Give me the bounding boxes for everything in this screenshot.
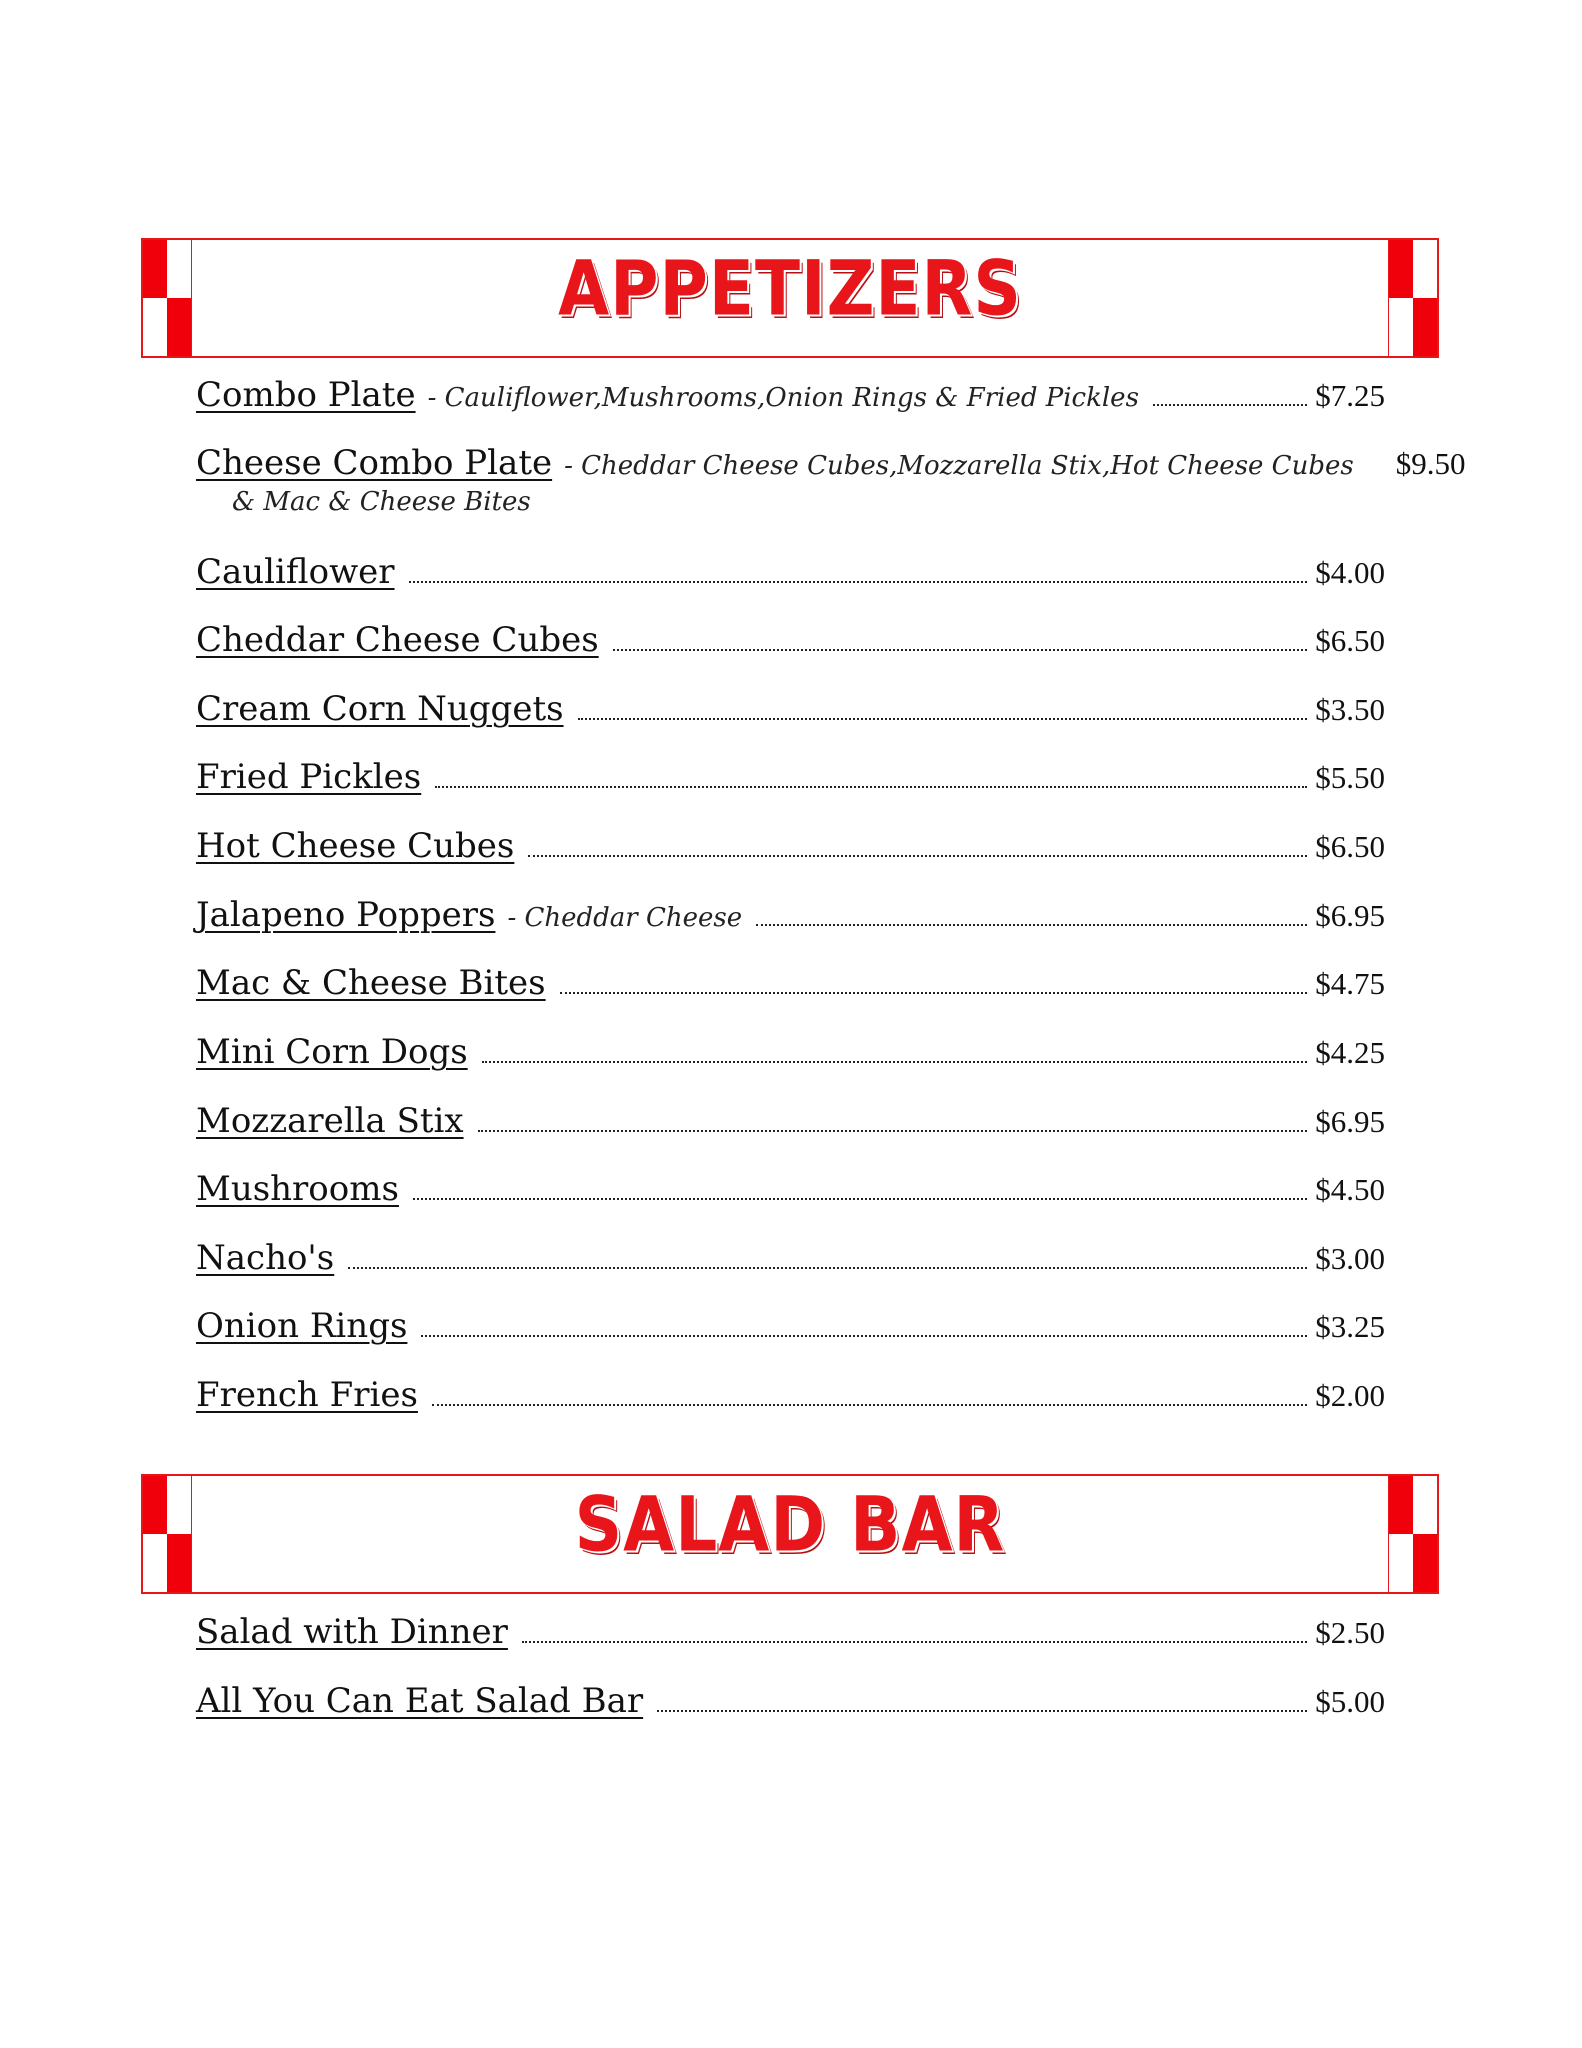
item-name: Mini Corn Dogs bbox=[196, 1032, 468, 1072]
item-description: - Cheddar Cheese Cubes,Mozzarella Stix,Hot Cheese Cubes bbox=[564, 451, 1354, 481]
item-price: $5.50 bbox=[1315, 760, 1385, 795]
item-name: Cheese Combo Plate bbox=[196, 443, 553, 483]
item-price: $3.00 bbox=[1315, 1241, 1385, 1276]
menu-item bbox=[196, 1612, 1385, 1652]
item-name: Hot Cheese Cubes bbox=[196, 826, 515, 866]
menu-item bbox=[196, 963, 1385, 1003]
item-description-continued: & Mac & Cheese Bites bbox=[232, 487, 531, 517]
item-name: French Fries bbox=[196, 1375, 418, 1415]
dot-leader bbox=[432, 1404, 1307, 1406]
menu-item bbox=[196, 1681, 1385, 1721]
dot-leader bbox=[756, 924, 1307, 926]
checker-right-icon bbox=[1388, 240, 1437, 356]
menu-item bbox=[196, 689, 1385, 729]
menu-item bbox=[196, 1101, 1385, 1141]
menu-item bbox=[196, 757, 1385, 797]
dot-leader bbox=[657, 1710, 1307, 1712]
item-price: $3.25 bbox=[1315, 1309, 1385, 1344]
item-name: Combo Plate bbox=[196, 375, 416, 415]
item-price: $6.95 bbox=[1315, 898, 1385, 933]
salad-bar-banner bbox=[141, 1474, 1439, 1594]
menu-item bbox=[196, 895, 1385, 935]
menu-item bbox=[196, 443, 1466, 517]
salad-bar-title: SALAD BAR bbox=[574, 1480, 1006, 1569]
item-price: $7.25 bbox=[1315, 378, 1385, 413]
item-price: $3.50 bbox=[1315, 692, 1385, 727]
item-price: $6.95 bbox=[1315, 1104, 1385, 1139]
item-name: Mozzarella Stix bbox=[196, 1101, 464, 1141]
dot-leader bbox=[578, 718, 1308, 720]
item-price: $2.00 bbox=[1315, 1378, 1385, 1413]
item-price: $4.25 bbox=[1315, 1035, 1385, 1070]
appetizers-banner bbox=[141, 238, 1439, 358]
menu-item bbox=[196, 1032, 1385, 1072]
menu-item bbox=[196, 1375, 1385, 1415]
dot-leader bbox=[560, 992, 1308, 994]
menu-item bbox=[196, 552, 1385, 592]
item-price: $6.50 bbox=[1315, 829, 1385, 864]
item-name: Salad with Dinner bbox=[196, 1612, 508, 1652]
item-name: Mac & Cheese Bites bbox=[196, 963, 546, 1003]
dot-leader bbox=[435, 786, 1307, 788]
dot-leader bbox=[409, 581, 1308, 583]
item-name: All You Can Eat Salad Bar bbox=[196, 1681, 644, 1721]
menu-item bbox=[196, 826, 1385, 866]
item-price: $4.75 bbox=[1315, 966, 1385, 1001]
appetizers-title: APPETIZERS bbox=[558, 244, 1022, 333]
item-name: Cream Corn Nuggets bbox=[196, 689, 564, 729]
item-name: Nacho's bbox=[196, 1238, 335, 1278]
item-name: Onion Rings bbox=[196, 1306, 408, 1346]
menu-item bbox=[196, 1306, 1385, 1346]
dot-leader bbox=[413, 1198, 1307, 1200]
item-description: - Cauliflower,Mushrooms,Onion Rings & Fried Pickles bbox=[427, 383, 1139, 413]
item-price: $6.50 bbox=[1315, 623, 1385, 658]
checker-right-icon bbox=[1388, 1476, 1437, 1592]
item-name: Fried Pickles bbox=[196, 757, 422, 797]
dot-leader bbox=[613, 649, 1308, 651]
menu-item bbox=[196, 1169, 1385, 1209]
item-price: $4.50 bbox=[1315, 1172, 1385, 1207]
item-name: Cauliflower bbox=[196, 552, 395, 592]
dot-leader bbox=[528, 855, 1307, 857]
dot-leader bbox=[478, 1130, 1308, 1132]
dot-leader bbox=[482, 1061, 1308, 1063]
dot-leader bbox=[421, 1335, 1307, 1337]
item-price: $2.50 bbox=[1315, 1615, 1385, 1650]
item-price: $9.50 bbox=[1395, 446, 1466, 481]
item-price: $5.00 bbox=[1315, 1684, 1385, 1719]
menu-item bbox=[196, 1238, 1385, 1278]
item-name: Mushrooms bbox=[196, 1169, 399, 1209]
item-description: - Cheddar Cheese bbox=[507, 903, 743, 933]
menu-item bbox=[196, 620, 1385, 660]
dot-leader bbox=[522, 1641, 1307, 1643]
item-name: Cheddar Cheese Cubes bbox=[196, 620, 599, 660]
dot-leader bbox=[1153, 404, 1307, 406]
dot-leader bbox=[348, 1267, 1307, 1269]
item-price: $4.00 bbox=[1315, 555, 1385, 590]
item-name: Jalapeno Poppers bbox=[196, 895, 496, 935]
menu-item bbox=[196, 375, 1385, 415]
